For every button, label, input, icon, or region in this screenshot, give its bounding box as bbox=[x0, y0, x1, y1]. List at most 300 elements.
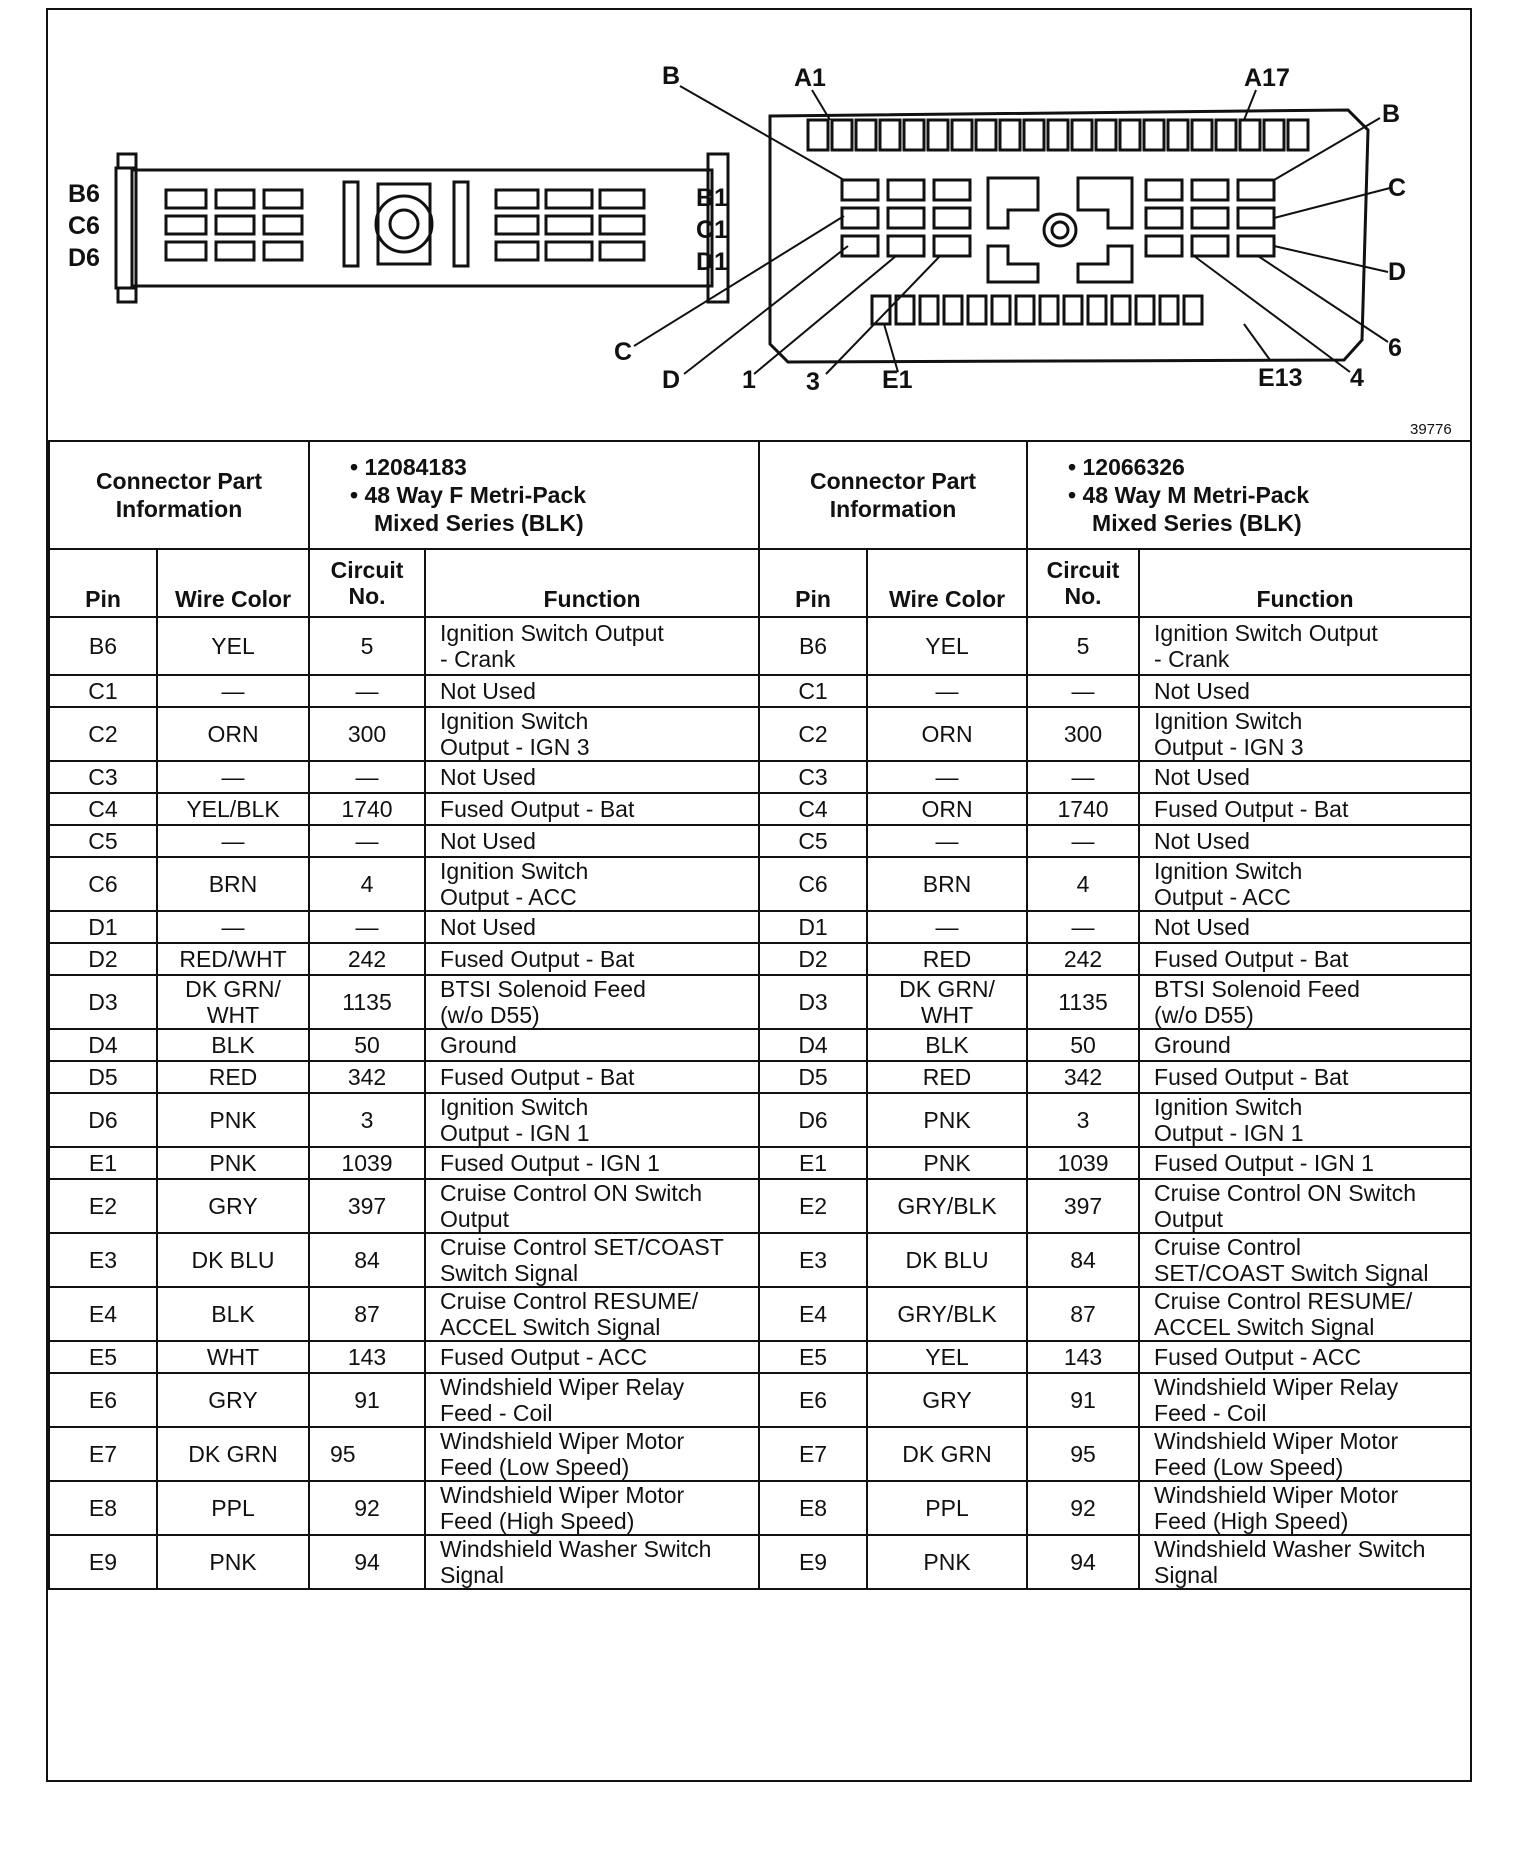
table-row bbox=[49, 761, 1471, 793]
right-function-l1: Ignition Switch bbox=[1154, 858, 1303, 884]
left-pin-cell: C4 bbox=[49, 793, 157, 825]
left-function-cell bbox=[425, 825, 759, 857]
table-row bbox=[49, 1535, 1471, 1589]
right-wire-color-cell bbox=[867, 975, 1027, 1029]
table-row bbox=[49, 1373, 1471, 1427]
right-wire-color-cell: PNK bbox=[867, 1093, 1027, 1147]
left-wire-color-cell: BLK bbox=[157, 1029, 309, 1061]
left-function-l2: Signal bbox=[440, 1562, 504, 1588]
right-circuit-cell: — bbox=[1027, 675, 1139, 707]
right-function-cell bbox=[1139, 1029, 1471, 1061]
left-info-label: Connector Part Information bbox=[49, 441, 309, 549]
left-function-cell bbox=[425, 793, 759, 825]
left-wire-color-cell bbox=[157, 975, 309, 1029]
right-function-cell bbox=[1139, 943, 1471, 975]
left-wire-color-cell: — bbox=[157, 911, 309, 943]
right-function-l2: Output - IGN 3 bbox=[1154, 734, 1304, 760]
table-row bbox=[49, 793, 1471, 825]
right-leader-label-6: 6 bbox=[1388, 334, 1402, 362]
right-wire-color-cell: — bbox=[867, 825, 1027, 857]
right-function-l1: Ignition Switch Output bbox=[1154, 620, 1378, 646]
table-row bbox=[49, 707, 1471, 761]
right-function-l2: Feed - Coil bbox=[1154, 1400, 1267, 1426]
right-function-cell bbox=[1139, 793, 1471, 825]
right-circuit-cell: 92 bbox=[1027, 1481, 1139, 1535]
right-circuit-cell: 300 bbox=[1027, 707, 1139, 761]
left-pin-cell: E4 bbox=[49, 1287, 157, 1341]
left-wire-color-cell: BRN bbox=[157, 857, 309, 911]
right-pin-cell: E3 bbox=[759, 1233, 867, 1287]
right-info-label: Connector Part Information bbox=[759, 441, 1027, 549]
left-function-l1: Windshield Wiper Relay bbox=[440, 1374, 685, 1400]
left-circuit-cell: 95 bbox=[309, 1427, 425, 1481]
right-pin-cell: E7 bbox=[759, 1427, 867, 1481]
right-pin-cell: D5 bbox=[759, 1061, 867, 1093]
table-row bbox=[49, 1093, 1471, 1147]
right-function-cell bbox=[1139, 975, 1471, 1029]
left-pin-label-d1: D1 bbox=[696, 248, 728, 276]
right-pin-cell: E4 bbox=[759, 1287, 867, 1341]
right-function-cell bbox=[1139, 1233, 1471, 1287]
left-function-l1: Fused Output - IGN 1 bbox=[440, 1150, 660, 1176]
left-circuit-cell: 1135 bbox=[309, 975, 425, 1029]
left-wire-color-cell: DK BLU bbox=[157, 1233, 309, 1287]
right-wire-color-cell: PPL bbox=[867, 1481, 1027, 1535]
left-circuit-cell: 1740 bbox=[309, 793, 425, 825]
left-header-function: Function bbox=[425, 549, 759, 617]
left-function-l2: Output bbox=[440, 1206, 510, 1232]
right-pin-cell: D4 bbox=[759, 1029, 867, 1061]
left-pin-cell: B6 bbox=[49, 617, 157, 675]
right-function-cell bbox=[1139, 1535, 1471, 1589]
right-connector-leaders bbox=[634, 86, 1390, 374]
connector-diagram bbox=[48, 10, 1470, 442]
right-circuit-cell: 94 bbox=[1027, 1535, 1139, 1589]
left-function-l1: BTSI Solenoid Feed bbox=[440, 976, 646, 1002]
left-circuit-cell: 84 bbox=[309, 1233, 425, 1287]
right-circuit-cell: 5 bbox=[1027, 617, 1139, 675]
right-wire-color-cell: PNK bbox=[867, 1535, 1027, 1589]
left-function-l2: Output - ACC bbox=[440, 884, 577, 910]
table-row bbox=[49, 1029, 1471, 1061]
left-part-number: 12084183 bbox=[364, 454, 467, 480]
left-wire-color-cell: YEL/BLK bbox=[157, 793, 309, 825]
right-function-l2: Output - IGN 1 bbox=[1154, 1120, 1304, 1146]
left-function-l1: Fused Output - Bat bbox=[440, 796, 635, 822]
right-pin-cell: E1 bbox=[759, 1147, 867, 1179]
right-function-l1: Fused Output - IGN 1 bbox=[1154, 1150, 1374, 1176]
right-function-l2: (w/o D55) bbox=[1154, 1002, 1254, 1028]
left-function-l1: Windshield Wiper Motor bbox=[440, 1482, 685, 1508]
left-circuit-cell: 242 bbox=[309, 943, 425, 975]
part-info-row bbox=[49, 441, 1471, 549]
right-circuit-cell: 84 bbox=[1027, 1233, 1139, 1287]
left-function-cell bbox=[425, 911, 759, 943]
right-wire-color-cell: GRY bbox=[867, 1373, 1027, 1427]
right-leader-label-4: 4 bbox=[1350, 364, 1364, 392]
left-header-circuit bbox=[309, 549, 425, 617]
left-circuit-cell: 91 bbox=[309, 1373, 425, 1427]
left-wire-color-cell: PPL bbox=[157, 1481, 309, 1535]
left-function-l2: Feed (High Speed) bbox=[440, 1508, 635, 1534]
right-function-l1: Fused Output - ACC bbox=[1154, 1344, 1362, 1370]
right-circuit-cell: 143 bbox=[1027, 1341, 1139, 1373]
right-circuit-cell: 397 bbox=[1027, 1179, 1139, 1233]
right-leader-label-b-top: B bbox=[662, 62, 681, 90]
left-wire-color-cell: PNK bbox=[157, 1147, 309, 1179]
left-wire-color-cell: RED bbox=[157, 1061, 309, 1093]
left-function-l2: - Crank bbox=[440, 646, 516, 672]
right-function-l2: ACCEL Switch Signal bbox=[1154, 1314, 1375, 1340]
right-function-l1: Fused Output - Bat bbox=[1154, 796, 1349, 822]
left-pin-cell: C5 bbox=[49, 825, 157, 857]
right-function-l2: Signal bbox=[1154, 1562, 1218, 1588]
left-circuit-cell: 4 bbox=[309, 857, 425, 911]
right-header-circuit-l2: No. bbox=[1064, 583, 1102, 609]
right-function-cell bbox=[1139, 825, 1471, 857]
right-pin-cell: E2 bbox=[759, 1179, 867, 1233]
left-pin-cell: D6 bbox=[49, 1093, 157, 1147]
left-function-l1: Not Used bbox=[440, 678, 536, 704]
right-function-cell bbox=[1139, 1179, 1471, 1233]
right-part-number: 12066326 bbox=[1082, 454, 1185, 480]
left-function-l1: Windshield Wiper Motor bbox=[440, 1428, 685, 1454]
left-wire-color-cell: RED/WHT bbox=[157, 943, 309, 975]
table-row bbox=[49, 1179, 1471, 1233]
right-pin-cell: E9 bbox=[759, 1535, 867, 1589]
right-circuit-cell: 50 bbox=[1027, 1029, 1139, 1061]
right-circuit-cell: — bbox=[1027, 761, 1139, 793]
right-function-l1: Cruise Control bbox=[1154, 1234, 1302, 1260]
right-wire-color-cell: ORN bbox=[867, 793, 1027, 825]
left-function-l2: Feed - Coil bbox=[440, 1400, 553, 1426]
right-header-wire-color: Wire Color bbox=[867, 549, 1027, 617]
right-leader-label-d-bottom: D bbox=[662, 366, 681, 394]
right-function-l2: Output - ACC bbox=[1154, 884, 1291, 910]
right-leader-label-c-bottom: C bbox=[614, 338, 633, 366]
right-function-cell bbox=[1139, 617, 1471, 675]
left-circuit-cell: — bbox=[309, 825, 425, 857]
figure-number: 39776 bbox=[1410, 421, 1452, 438]
left-pin-cell: E2 bbox=[49, 1179, 157, 1233]
right-function-l1: Cruise Control ON Switch bbox=[1154, 1180, 1417, 1206]
left-function-l1: Fused Output - ACC bbox=[440, 1344, 648, 1370]
right-leader-label-3: 3 bbox=[806, 368, 820, 396]
left-wire-color-cell: GRY bbox=[157, 1373, 309, 1427]
right-wire-color-cell: GRY/BLK bbox=[867, 1179, 1027, 1233]
table-row bbox=[49, 675, 1471, 707]
column-header-row bbox=[49, 549, 1471, 617]
right-leader-label-e1: E1 bbox=[882, 366, 913, 394]
left-function-l1: Ignition Switch bbox=[440, 858, 589, 884]
right-function-l2: - Crank bbox=[1154, 646, 1230, 672]
left-function-l1: Fused Output - Bat bbox=[440, 1064, 635, 1090]
right-function-l1: Windshield Washer Switch bbox=[1154, 1536, 1426, 1562]
left-pin-cell: D2 bbox=[49, 943, 157, 975]
right-part-info: • 12066326 • 48 Way M Metri-Pack Mixed Series (BLK) bbox=[1027, 441, 1471, 549]
left-function-l2: (w/o D55) bbox=[440, 1002, 540, 1028]
right-wire-color-cell: — bbox=[867, 911, 1027, 943]
table-row bbox=[49, 911, 1471, 943]
left-function-cell bbox=[425, 1287, 759, 1341]
right-wire-color-cell: — bbox=[867, 675, 1027, 707]
connector-sheet bbox=[46, 8, 1472, 1782]
left-pin-label-b6: B6 bbox=[68, 180, 100, 208]
right-circuit-cell: 342 bbox=[1027, 1061, 1139, 1093]
right-function-cell bbox=[1139, 1147, 1471, 1179]
left-function-cell bbox=[425, 1029, 759, 1061]
table-row bbox=[49, 975, 1471, 1029]
table-row bbox=[49, 857, 1471, 911]
left-pin-cell: D3 bbox=[49, 975, 157, 1029]
left-function-l2: Output - IGN 3 bbox=[440, 734, 590, 760]
right-function-l2: Output bbox=[1154, 1206, 1224, 1232]
right-function-l1: Windshield Wiper Motor bbox=[1154, 1428, 1399, 1454]
left-wire-color-cell: — bbox=[157, 675, 309, 707]
right-wire-color-l1: DK GRN/ bbox=[899, 976, 995, 1002]
left-pin-cell: C6 bbox=[49, 857, 157, 911]
left-circuit-cell: — bbox=[309, 911, 425, 943]
left-pin-cell: E8 bbox=[49, 1481, 157, 1535]
left-pin-cell: C1 bbox=[49, 675, 157, 707]
right-function-l1: Ignition Switch bbox=[1154, 1094, 1303, 1120]
right-header-pin: Pin bbox=[759, 549, 867, 617]
right-circuit-cell: 1740 bbox=[1027, 793, 1139, 825]
right-header-circuit bbox=[1027, 549, 1139, 617]
right-leader-label-e13: E13 bbox=[1258, 364, 1303, 392]
left-function-cell bbox=[425, 761, 759, 793]
right-pin-cell: E5 bbox=[759, 1341, 867, 1373]
right-function-l1: Ignition Switch bbox=[1154, 708, 1303, 734]
right-circuit-cell: 1039 bbox=[1027, 1147, 1139, 1179]
right-function-cell bbox=[1139, 1481, 1471, 1535]
right-function-cell bbox=[1139, 911, 1471, 943]
right-function-l2: Feed (High Speed) bbox=[1154, 1508, 1349, 1534]
left-pin-cell: C2 bbox=[49, 707, 157, 761]
left-function-cell bbox=[425, 1341, 759, 1373]
right-circuit-cell: — bbox=[1027, 825, 1139, 857]
right-function-cell bbox=[1139, 707, 1471, 761]
right-function-l1: Cruise Control RESUME/ bbox=[1154, 1288, 1413, 1314]
right-pin-cell: C5 bbox=[759, 825, 867, 857]
left-circuit-cell: 92 bbox=[309, 1481, 425, 1535]
left-circuit-cell: 50 bbox=[309, 1029, 425, 1061]
left-circuit-cell: 1039 bbox=[309, 1147, 425, 1179]
left-pin-label-c6: C6 bbox=[68, 212, 100, 240]
left-pin-cell: C3 bbox=[49, 761, 157, 793]
right-leader-label-a1: A1 bbox=[794, 64, 826, 92]
right-leader-label-b: B bbox=[1382, 100, 1401, 128]
right-function-l1: Not Used bbox=[1154, 914, 1250, 940]
left-function-l1: Cruise Control SET/COAST bbox=[440, 1234, 724, 1260]
right-function-l1: Fused Output - Bat bbox=[1154, 1064, 1349, 1090]
right-pin-cell: C6 bbox=[759, 857, 867, 911]
right-function-l1: BTSI Solenoid Feed bbox=[1154, 976, 1360, 1002]
right-wire-color-cell: — bbox=[867, 761, 1027, 793]
right-function-l1: Windshield Wiper Motor bbox=[1154, 1482, 1399, 1508]
left-pin-cell: D5 bbox=[49, 1061, 157, 1093]
left-header-wire-color: Wire Color bbox=[157, 549, 309, 617]
left-function-l1: Not Used bbox=[440, 764, 536, 790]
right-circuit-cell: 242 bbox=[1027, 943, 1139, 975]
right-function-l1: Fused Output - Bat bbox=[1154, 946, 1349, 972]
left-pin-cell: D4 bbox=[49, 1029, 157, 1061]
table-row bbox=[49, 1427, 1471, 1481]
left-function-cell bbox=[425, 707, 759, 761]
table-row bbox=[49, 825, 1471, 857]
left-header-circuit-l2: No. bbox=[348, 583, 386, 609]
right-wire-color-cell: YEL bbox=[867, 617, 1027, 675]
left-pin-label-b1: B1 bbox=[696, 184, 728, 212]
left-function-l1: Ignition Switch bbox=[440, 708, 589, 734]
left-circuit-cell: — bbox=[309, 675, 425, 707]
left-pin-cell: D1 bbox=[49, 911, 157, 943]
table-row bbox=[49, 943, 1471, 975]
table-row bbox=[49, 1233, 1471, 1287]
right-wire-color-cell: GRY/BLK bbox=[867, 1287, 1027, 1341]
left-part-info: • 12084183 • 48 Way F Metri-Pack Mixed Series (BLK) bbox=[309, 441, 759, 549]
right-pin-cell: C4 bbox=[759, 793, 867, 825]
left-wire-color-cell: ORN bbox=[157, 707, 309, 761]
right-function-cell bbox=[1139, 1287, 1471, 1341]
left-circuit-cell: — bbox=[309, 761, 425, 793]
left-description-line2: Mixed Series (BLK) bbox=[374, 510, 584, 536]
table-row bbox=[49, 1147, 1471, 1179]
left-wire-color-cell: DK GRN bbox=[157, 1427, 309, 1481]
left-description-line1: 48 Way F Metri-Pack bbox=[364, 482, 587, 508]
left-function-cell bbox=[425, 1179, 759, 1233]
right-leader-label-a17: A17 bbox=[1244, 64, 1290, 92]
right-wire-color-cell: RED bbox=[867, 1061, 1027, 1093]
right-header-function: Function bbox=[1139, 549, 1471, 617]
right-function-l2: SET/COAST Switch Signal bbox=[1154, 1260, 1429, 1286]
right-function-l1: Windshield Wiper Relay bbox=[1154, 1374, 1399, 1400]
left-function-cell bbox=[425, 675, 759, 707]
left-function-l2: ACCEL Switch Signal bbox=[440, 1314, 661, 1340]
left-connector-illustration bbox=[116, 154, 728, 302]
left-function-cell bbox=[425, 943, 759, 975]
right-function-l1: Ground bbox=[1154, 1032, 1231, 1058]
left-function-l1: Ground bbox=[440, 1032, 517, 1058]
right-function-cell bbox=[1139, 761, 1471, 793]
right-pin-cell: E8 bbox=[759, 1481, 867, 1535]
left-pin-cell: E9 bbox=[49, 1535, 157, 1589]
left-function-l2: Switch Signal bbox=[440, 1260, 579, 1286]
left-circuit-cell: 3 bbox=[309, 1093, 425, 1147]
left-wire-color-cell: — bbox=[157, 761, 309, 793]
right-pin-cell: B6 bbox=[759, 617, 867, 675]
right-pin-cell: C1 bbox=[759, 675, 867, 707]
left-circuit-cell: 94 bbox=[309, 1535, 425, 1589]
right-circuit-cell: — bbox=[1027, 911, 1139, 943]
right-leader-label-c: C bbox=[1388, 174, 1407, 202]
right-connector-illustration bbox=[770, 110, 1368, 362]
left-circuit-cell: 87 bbox=[309, 1287, 425, 1341]
left-function-l1: Ignition Switch Output bbox=[440, 620, 664, 646]
right-wire-color-cell: DK GRN bbox=[867, 1427, 1027, 1481]
table-row bbox=[49, 1341, 1471, 1373]
right-wire-color-cell: DK BLU bbox=[867, 1233, 1027, 1287]
left-circuit-cell: 397 bbox=[309, 1179, 425, 1233]
left-pin-cell: E3 bbox=[49, 1233, 157, 1287]
right-circuit-cell: 95 bbox=[1027, 1427, 1139, 1481]
right-pin-cell: C3 bbox=[759, 761, 867, 793]
left-function-l2: Feed (Low Speed) bbox=[440, 1454, 630, 1480]
left-pin-cell: E7 bbox=[49, 1427, 157, 1481]
right-pin-cell: E6 bbox=[759, 1373, 867, 1427]
connector-pinout-table bbox=[48, 440, 1472, 1590]
right-function-cell bbox=[1139, 1427, 1471, 1481]
left-pin-cell: E5 bbox=[49, 1341, 157, 1373]
left-pin-cell: E1 bbox=[49, 1147, 157, 1179]
right-description-line2: Mixed Series (BLK) bbox=[1092, 510, 1302, 536]
right-wire-color-cell: BRN bbox=[867, 857, 1027, 911]
left-function-l1: Cruise Control ON Switch bbox=[440, 1180, 703, 1206]
left-function-cell bbox=[425, 1373, 759, 1427]
left-header-circuit-l1: Circuit bbox=[330, 557, 404, 583]
right-function-cell bbox=[1139, 1061, 1471, 1093]
left-function-l1: Not Used bbox=[440, 828, 536, 854]
right-function-l1: Not Used bbox=[1154, 828, 1250, 854]
right-header-circuit-l1: Circuit bbox=[1046, 557, 1120, 583]
right-function-cell bbox=[1139, 1093, 1471, 1147]
left-function-cell bbox=[425, 1093, 759, 1147]
table-row bbox=[49, 617, 1471, 675]
left-function-cell bbox=[425, 1233, 759, 1287]
left-circuit-cell: 342 bbox=[309, 1061, 425, 1093]
right-function-cell bbox=[1139, 857, 1471, 911]
right-pin-cell: D1 bbox=[759, 911, 867, 943]
right-function-l1: Not Used bbox=[1154, 678, 1250, 704]
right-function-l2: Feed (Low Speed) bbox=[1154, 1454, 1344, 1480]
right-leader-label-1: 1 bbox=[742, 366, 756, 394]
left-wire-color-l2: WHT bbox=[206, 1002, 260, 1028]
left-function-cell bbox=[425, 857, 759, 911]
right-description-line1: 48 Way M Metri-Pack bbox=[1082, 482, 1310, 508]
table-row bbox=[49, 1287, 1471, 1341]
left-wire-color-cell: GRY bbox=[157, 1179, 309, 1233]
left-function-cell bbox=[425, 1427, 759, 1481]
left-function-cell bbox=[425, 1535, 759, 1589]
left-pin-label-c1: C1 bbox=[696, 216, 728, 244]
right-function-cell bbox=[1139, 675, 1471, 707]
connector-drawing bbox=[48, 10, 1470, 440]
left-wire-color-l1: DK GRN/ bbox=[185, 976, 281, 1002]
left-circuit-cell: 300 bbox=[309, 707, 425, 761]
left-function-l1: Not Used bbox=[440, 914, 536, 940]
left-function-l1: Cruise Control RESUME/ bbox=[440, 1288, 699, 1314]
right-function-cell bbox=[1139, 1373, 1471, 1427]
right-pin-cell: D3 bbox=[759, 975, 867, 1029]
left-function-l1: Ignition Switch bbox=[440, 1094, 589, 1120]
table-row bbox=[49, 1481, 1471, 1535]
right-pin-cell: D2 bbox=[759, 943, 867, 975]
left-function-cell bbox=[425, 975, 759, 1029]
left-circuit-cell: 143 bbox=[309, 1341, 425, 1373]
left-wire-color-cell: PNK bbox=[157, 1093, 309, 1147]
left-wire-color-cell: BLK bbox=[157, 1287, 309, 1341]
left-function-l1: Fused Output - Bat bbox=[440, 946, 635, 972]
left-header-pin: Pin bbox=[49, 549, 157, 617]
right-wire-color-l2: WHT bbox=[920, 1002, 974, 1028]
right-pin-cell: D6 bbox=[759, 1093, 867, 1147]
right-circuit-cell: 4 bbox=[1027, 857, 1139, 911]
left-pin-label-d6: D6 bbox=[68, 244, 100, 272]
right-leader-label-d: D bbox=[1388, 258, 1407, 286]
left-function-cell bbox=[425, 1147, 759, 1179]
left-wire-color-cell: WHT bbox=[157, 1341, 309, 1373]
right-wire-color-cell: PNK bbox=[867, 1147, 1027, 1179]
